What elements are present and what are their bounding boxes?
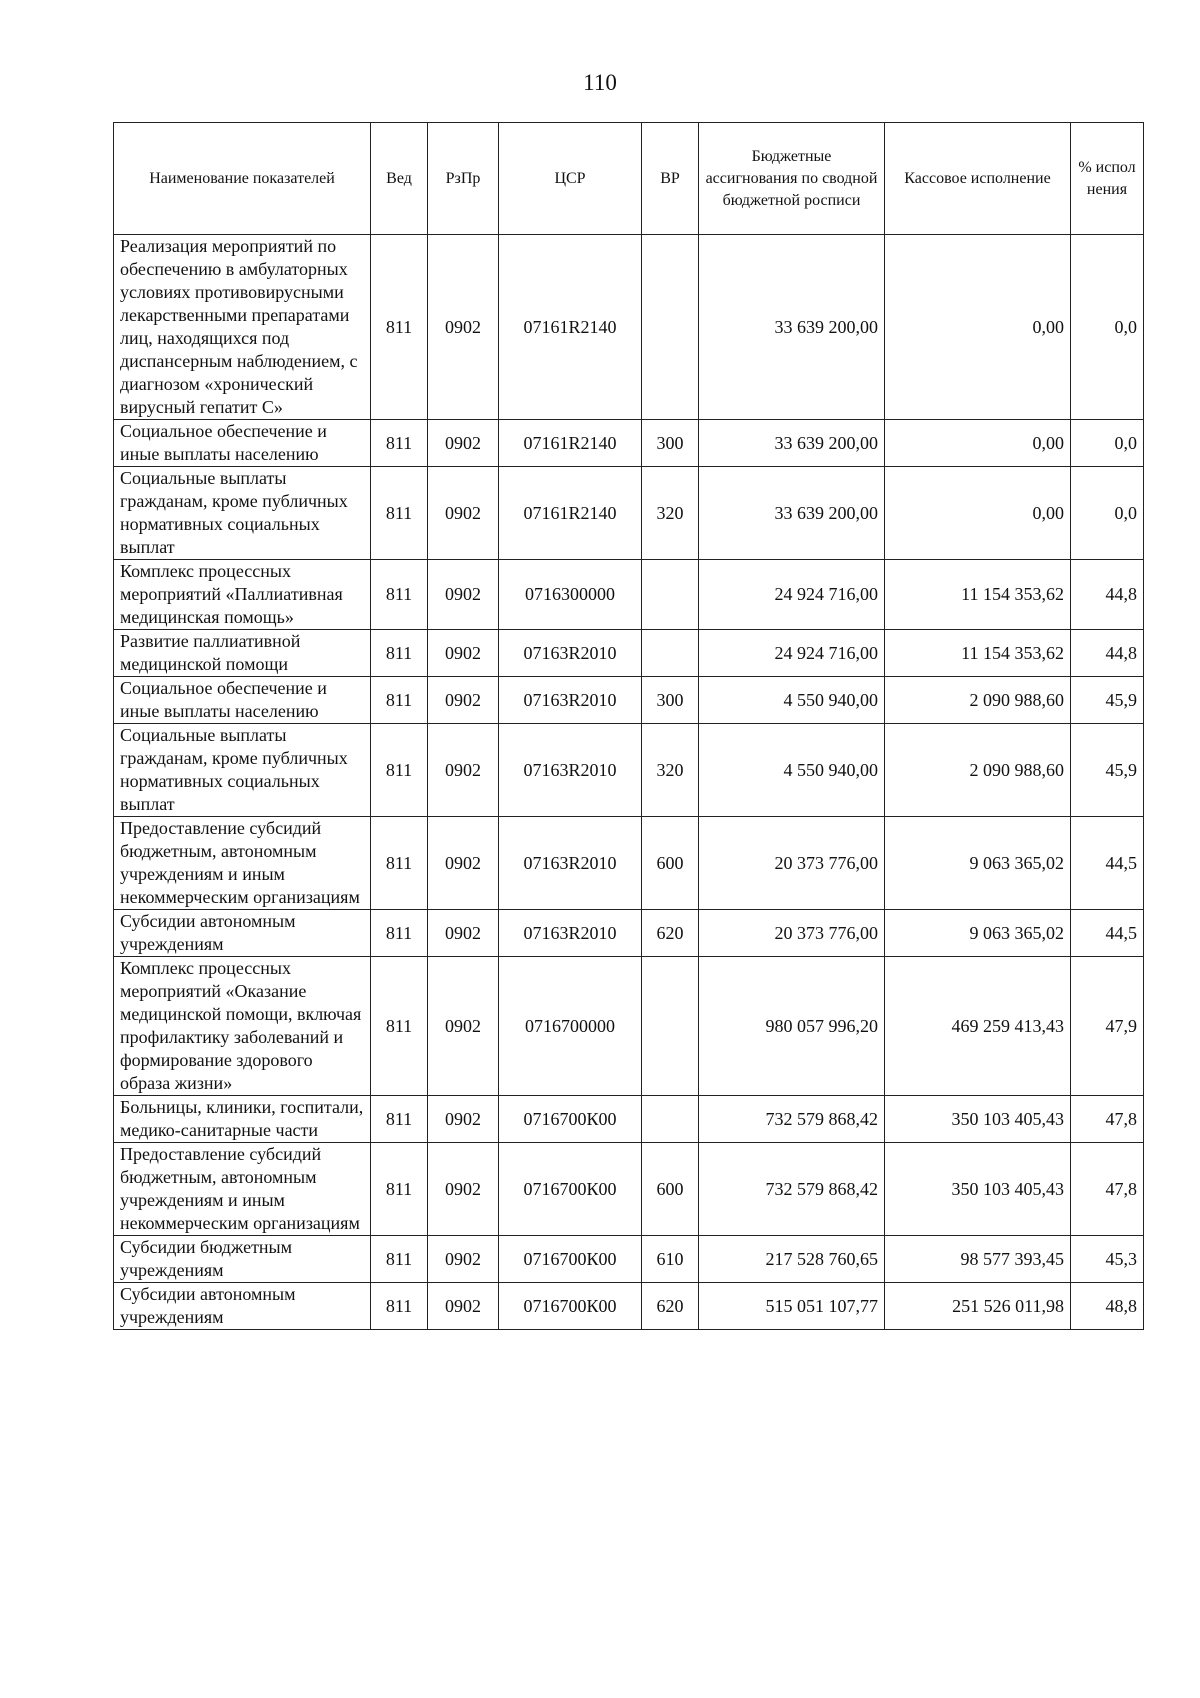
row-vr <box>642 1096 699 1143</box>
row-execution: 0,00 <box>885 467 1071 560</box>
row-rzpr: 0902 <box>428 677 499 724</box>
table-row <box>114 235 1144 420</box>
row-execution: 9 063 365,02 <box>885 910 1071 957</box>
row-execution: 11 154 353,62 <box>885 560 1071 630</box>
row-allocation: 24 924 716,00 <box>699 630 885 677</box>
table-row <box>114 1283 1144 1330</box>
table-row <box>114 560 1144 630</box>
row-rzpr: 0902 <box>428 420 499 467</box>
table-row <box>114 724 1144 817</box>
table-header-row <box>114 123 1144 235</box>
row-percent: 44,5 <box>1071 910 1144 957</box>
row-allocation: 24 924 716,00 <box>699 560 885 630</box>
row-vr: 320 <box>642 467 699 560</box>
row-csr: 0716700К00 <box>499 1236 642 1283</box>
row-vr: 620 <box>642 1283 699 1330</box>
row-execution: 251 526 011,98 <box>885 1283 1071 1330</box>
row-percent: 47,9 <box>1071 957 1144 1096</box>
row-allocation: 33 639 200,00 <box>699 420 885 467</box>
header-vr: ВР <box>642 123 699 235</box>
row-rzpr: 0902 <box>428 235 499 420</box>
row-vr: 300 <box>642 677 699 724</box>
row-name: Комплекс процессных мероприятий «Паллиативная медицинская помощь» <box>114 560 371 630</box>
row-allocation: 515 051 107,77 <box>699 1283 885 1330</box>
row-name: Больницы, клиники, госпитали, медико-санитарные части <box>114 1096 371 1143</box>
row-vr: 300 <box>642 420 699 467</box>
row-name: Социальное обеспечение и иные выплаты населению <box>114 420 371 467</box>
row-allocation: 732 579 868,42 <box>699 1096 885 1143</box>
row-percent: 45,9 <box>1071 724 1144 817</box>
row-ved: 811 <box>371 677 428 724</box>
row-name: Субсидии автономным учреждениям <box>114 1283 371 1330</box>
budget-execution-table <box>113 122 1144 1330</box>
row-percent: 45,9 <box>1071 677 1144 724</box>
row-allocation: 217 528 760,65 <box>699 1236 885 1283</box>
row-rzpr: 0902 <box>428 1236 499 1283</box>
row-csr: 07163R2010 <box>499 677 642 724</box>
row-ved: 811 <box>371 560 428 630</box>
row-name: Развитие паллиативной медицинской помощи <box>114 630 371 677</box>
row-allocation: 4 550 940,00 <box>699 677 885 724</box>
row-vr: 610 <box>642 1236 699 1283</box>
row-ved: 811 <box>371 1283 428 1330</box>
row-execution: 2 090 988,60 <box>885 677 1071 724</box>
row-execution: 11 154 353,62 <box>885 630 1071 677</box>
row-rzpr: 0902 <box>428 957 499 1096</box>
row-csr: 0716700000 <box>499 957 642 1096</box>
row-vr: 620 <box>642 910 699 957</box>
table-row <box>114 467 1144 560</box>
row-csr: 0716700К00 <box>499 1143 642 1236</box>
row-name: Предоставление субсидий бюджетным, автономным учреждениям и иным некоммерческим организациям <box>114 1143 371 1236</box>
row-rzpr: 0902 <box>428 724 499 817</box>
row-name: Субсидии бюджетным учреждениям <box>114 1236 371 1283</box>
row-csr: 07161R2140 <box>499 467 642 560</box>
row-ved: 811 <box>371 1096 428 1143</box>
row-execution: 350 103 405,43 <box>885 1143 1071 1236</box>
row-csr: 07163R2010 <box>499 910 642 957</box>
row-allocation: 20 373 776,00 <box>699 910 885 957</box>
row-csr: 0716700К00 <box>499 1096 642 1143</box>
row-csr: 07163R2010 <box>499 630 642 677</box>
table-row <box>114 677 1144 724</box>
row-allocation: 732 579 868,42 <box>699 1143 885 1236</box>
table-row <box>114 957 1144 1096</box>
row-rzpr: 0902 <box>428 467 499 560</box>
header-execution: Кассовое исполнение <box>885 123 1071 235</box>
table-row <box>114 1143 1144 1236</box>
row-csr: 0716300000 <box>499 560 642 630</box>
row-name: Субсидии автономным учреждениям <box>114 910 371 957</box>
row-vr: 320 <box>642 724 699 817</box>
row-rzpr: 0902 <box>428 910 499 957</box>
header-csr: ЦСР <box>499 123 642 235</box>
row-allocation: 33 639 200,00 <box>699 235 885 420</box>
row-ved: 811 <box>371 467 428 560</box>
row-execution: 98 577 393,45 <box>885 1236 1071 1283</box>
row-ved: 811 <box>371 1236 428 1283</box>
row-execution: 0,00 <box>885 235 1071 420</box>
table-row <box>114 1096 1144 1143</box>
row-percent: 47,8 <box>1071 1143 1144 1236</box>
table-row <box>114 630 1144 677</box>
row-vr <box>642 630 699 677</box>
row-execution: 350 103 405,43 <box>885 1096 1071 1143</box>
row-percent: 44,8 <box>1071 560 1144 630</box>
row-ved: 811 <box>371 957 428 1096</box>
page-number: 110 <box>583 70 617 95</box>
row-name: Социальное обеспечение и иные выплаты населению <box>114 677 371 724</box>
row-csr: 07161R2140 <box>499 420 642 467</box>
table-row <box>114 817 1144 910</box>
row-percent: 44,5 <box>1071 817 1144 910</box>
row-vr <box>642 957 699 1096</box>
row-csr: 0716700К00 <box>499 1283 642 1330</box>
row-ved: 811 <box>371 1143 428 1236</box>
row-percent: 0,0 <box>1071 420 1144 467</box>
row-percent: 45,3 <box>1071 1236 1144 1283</box>
row-execution: 469 259 413,43 <box>885 957 1071 1096</box>
row-execution: 2 090 988,60 <box>885 724 1071 817</box>
row-execution: 0,00 <box>885 420 1071 467</box>
header-percent: % испол нения <box>1071 123 1144 235</box>
table-row <box>114 910 1144 957</box>
header-rzpr: РзПр <box>428 123 499 235</box>
row-csr: 07163R2010 <box>499 817 642 910</box>
row-vr <box>642 235 699 420</box>
row-ved: 811 <box>371 910 428 957</box>
row-csr: 07161R2140 <box>499 235 642 420</box>
row-allocation: 33 639 200,00 <box>699 467 885 560</box>
row-vr <box>642 560 699 630</box>
row-ved: 811 <box>371 235 428 420</box>
header-allocation: Бюджетные ассигнования по сводной бюджетной росписи <box>699 123 885 235</box>
header-ved: Вед <box>371 123 428 235</box>
row-ved: 811 <box>371 724 428 817</box>
row-ved: 811 <box>371 630 428 677</box>
row-percent: 48,8 <box>1071 1283 1144 1330</box>
row-ved: 811 <box>371 420 428 467</box>
row-allocation: 980 057 996,20 <box>699 957 885 1096</box>
row-csr: 07163R2010 <box>499 724 642 817</box>
row-rzpr: 0902 <box>428 630 499 677</box>
table-row <box>114 420 1144 467</box>
row-name: Предоставление субсидий бюджетным, автономным учреждениям и иным некоммерческим организациям <box>114 817 371 910</box>
row-rzpr: 0902 <box>428 1096 499 1143</box>
row-rzpr: 0902 <box>428 1143 499 1236</box>
row-percent: 0,0 <box>1071 467 1144 560</box>
row-name: Реализация мероприятий по обеспечению в амбулаторных условиях противовирусными лекарственными препаратами лиц, находящихся под диспансерным наблюдением, с диагнозом «хронический вирусный гепатит С» <box>114 235 371 420</box>
row-vr: 600 <box>642 817 699 910</box>
row-name: Социальные выплаты гражданам, кроме публичных нормативных социальных выплат <box>114 467 371 560</box>
row-rzpr: 0902 <box>428 560 499 630</box>
row-ved: 811 <box>371 817 428 910</box>
row-rzpr: 0902 <box>428 1283 499 1330</box>
table-row <box>114 1236 1144 1283</box>
row-name: Социальные выплаты гражданам, кроме публичных нормативных социальных выплат <box>114 724 371 817</box>
row-percent: 44,8 <box>1071 630 1144 677</box>
row-vr: 600 <box>642 1143 699 1236</box>
row-percent: 0,0 <box>1071 235 1144 420</box>
header-name: Наименование показателей <box>114 123 371 235</box>
row-percent: 47,8 <box>1071 1096 1144 1143</box>
row-allocation: 20 373 776,00 <box>699 817 885 910</box>
row-rzpr: 0902 <box>428 817 499 910</box>
row-allocation: 4 550 940,00 <box>699 724 885 817</box>
row-name: Комплекс процессных мероприятий «Оказание медицинской помощи, включая профилактику заболеваний и формирование здорового образа жизни» <box>114 957 371 1096</box>
row-execution: 9 063 365,02 <box>885 817 1071 910</box>
